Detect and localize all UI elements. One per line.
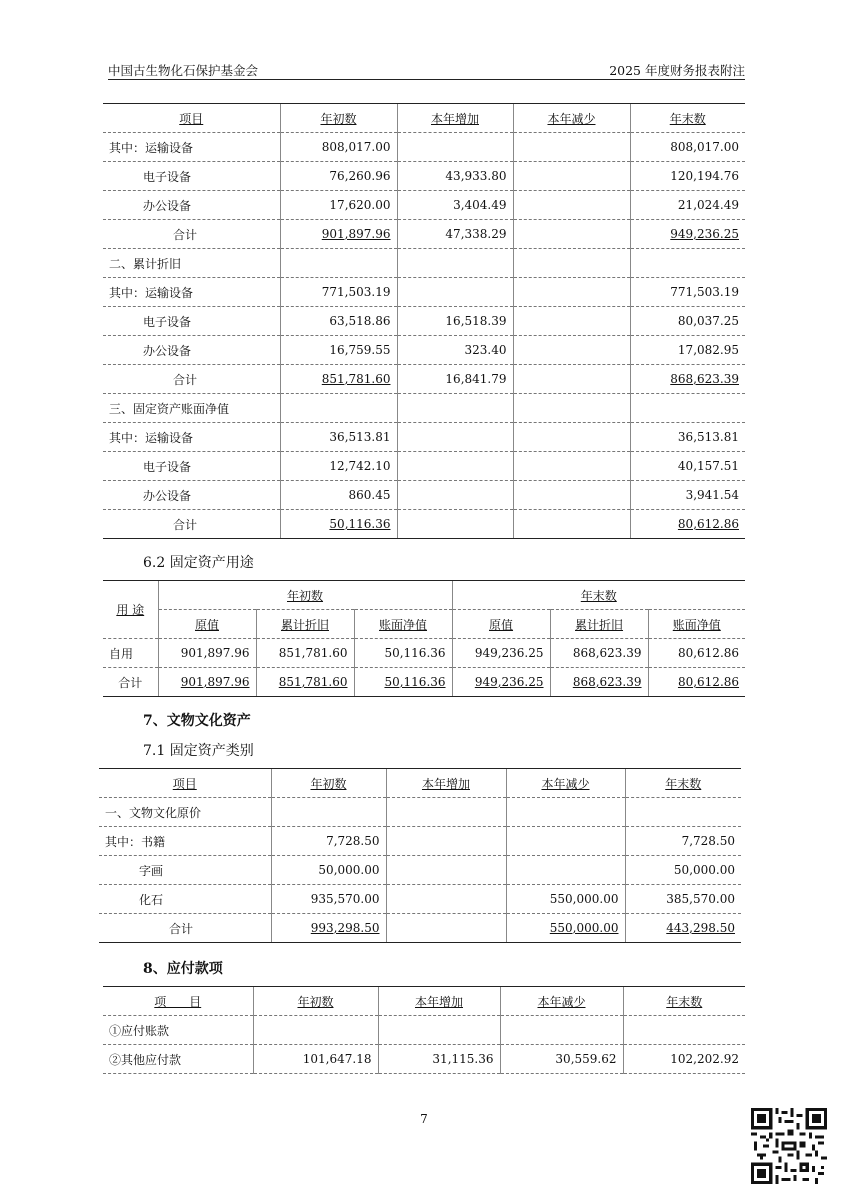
cell	[386, 885, 506, 914]
cell	[513, 481, 630, 510]
cell: 771,503.19	[280, 278, 397, 307]
cell: 40,157.51	[630, 452, 745, 481]
table-row	[103, 278, 745, 307]
table-row	[103, 639, 745, 668]
table-row	[103, 365, 745, 394]
cell: 31,115.36	[378, 1045, 500, 1074]
cell: 771,503.19	[630, 278, 745, 307]
col-header: 本年减少	[513, 104, 630, 133]
cultural-assets-table	[99, 768, 741, 943]
col-header: 项 目	[154, 994, 202, 1009]
row-label: 其中：运输设备	[103, 278, 280, 307]
cell: 993,298.50	[310, 921, 380, 935]
table-row	[103, 191, 745, 220]
cell: 16,759.55	[280, 336, 397, 365]
cell: 7,728.50	[625, 827, 741, 856]
cell: 101,647.18	[253, 1045, 378, 1074]
table-row	[103, 423, 745, 452]
cell: 3,941.54	[630, 481, 745, 510]
cell: 80,612.86	[677, 675, 740, 689]
cell: 16,518.39	[397, 307, 513, 336]
cell: 851,781.60	[256, 639, 354, 668]
cell	[623, 1016, 745, 1045]
cell	[253, 1016, 378, 1045]
cell	[513, 394, 630, 423]
cell	[397, 481, 513, 510]
row-label: 一、文物文化原价	[99, 798, 271, 827]
cell: 50,000.00	[271, 856, 386, 885]
table-header-row	[103, 104, 745, 133]
cell: 901,897.96	[158, 639, 256, 668]
cell: 63,518.86	[280, 307, 397, 336]
row-label: ②其他应付款	[103, 1045, 253, 1074]
cell: 21,024.49	[630, 191, 745, 220]
col-header: 年初数	[310, 776, 347, 791]
col-header: 累计折旧	[280, 617, 329, 632]
cell: 80,612.86	[648, 639, 745, 668]
table-subheader-row	[103, 610, 745, 639]
cell: 3,404.49	[397, 191, 513, 220]
table-row	[103, 162, 745, 191]
table-header-row	[99, 769, 741, 798]
cell: 36,513.81	[280, 423, 397, 452]
cell: 50,116.36	[329, 517, 391, 531]
row-label: 其中：书籍	[99, 827, 271, 856]
cell: 17,620.00	[280, 191, 397, 220]
col-header: 账面净值	[379, 617, 428, 632]
col-header: 年初数	[297, 994, 334, 1009]
qr-code-icon	[751, 1108, 827, 1184]
cell: 80,037.25	[630, 307, 745, 336]
cell	[513, 191, 630, 220]
col-header: 项目	[103, 104, 280, 133]
cell	[513, 365, 630, 394]
table-row	[99, 798, 741, 827]
row-label: 合计	[103, 510, 280, 539]
row-label: 三、固定资产账面净值	[103, 394, 280, 423]
row-label: 化石	[99, 885, 271, 914]
group-header: 年末数	[452, 581, 745, 610]
table-row	[99, 885, 741, 914]
cell	[386, 856, 506, 885]
table-row	[103, 336, 745, 365]
fixed-assets-usage-table	[103, 580, 745, 697]
cell: 80,612.86	[677, 517, 739, 531]
col-header: 累计折旧	[575, 617, 624, 632]
cell: 860.45	[280, 481, 397, 510]
table-row	[103, 1045, 745, 1074]
cell: 102,202.92	[623, 1045, 745, 1074]
cell: 385,570.00	[625, 885, 741, 914]
row-label: 办公设备	[103, 481, 280, 510]
use-header: 用 途	[103, 581, 158, 639]
section-8-title: 8、应付款项	[143, 961, 223, 977]
cell	[513, 423, 630, 452]
cell	[513, 133, 630, 162]
table-row	[103, 452, 745, 481]
table-row	[103, 510, 745, 539]
cell: 868,623.39	[572, 675, 642, 689]
cell: 36,513.81	[630, 423, 745, 452]
col-header: 原值	[194, 617, 219, 632]
col-header: 年末数	[665, 776, 702, 791]
cell: 50,000.00	[625, 856, 741, 885]
row-label: 合计	[103, 220, 280, 249]
row-label: 电子设备	[103, 452, 280, 481]
cell	[280, 394, 397, 423]
cell: 949,236.25	[452, 639, 550, 668]
page-number: 7	[420, 1112, 428, 1126]
section-7-1-title: 7.1 固定资产类别	[143, 743, 254, 759]
cell	[513, 162, 630, 191]
cell: 868,623.39	[670, 372, 739, 386]
row-label: 办公设备	[103, 191, 280, 220]
table-row	[99, 856, 741, 885]
cell	[397, 394, 513, 423]
cell	[397, 423, 513, 452]
table-row	[103, 668, 745, 697]
section-6-2-title: 6.2 固定资产用途	[143, 555, 254, 571]
cell	[513, 278, 630, 307]
group-header: 年初数	[158, 581, 452, 610]
cell: 868,623.39	[550, 639, 648, 668]
cell	[513, 510, 630, 539]
cell: 901,897.96	[321, 227, 391, 241]
cell	[513, 249, 630, 278]
row-label: 合计	[99, 914, 271, 943]
cell	[386, 798, 506, 827]
row-label: ①应付账款	[103, 1016, 253, 1045]
col-header: 账面净值	[672, 617, 721, 632]
cell: 50,116.36	[384, 675, 446, 689]
cell: 323.40	[397, 336, 513, 365]
table-row	[99, 827, 741, 856]
cell: 550,000.00	[506, 885, 625, 914]
cell	[500, 1016, 623, 1045]
row-label: 自用	[103, 639, 158, 668]
cell	[271, 798, 386, 827]
table-row	[103, 1016, 745, 1045]
row-label: 其中：运输设备	[103, 133, 280, 162]
table-row	[103, 133, 745, 162]
table-row	[99, 914, 741, 943]
cell	[513, 307, 630, 336]
cell	[378, 1016, 500, 1045]
col-header: 本年减少	[541, 776, 590, 791]
cell: 443,298.50	[666, 921, 735, 935]
table-row	[103, 394, 745, 423]
cell	[506, 856, 625, 885]
cell	[513, 336, 630, 365]
table-row	[103, 249, 745, 278]
cell	[625, 798, 741, 827]
cell	[513, 220, 630, 249]
cell	[630, 249, 745, 278]
col-header: 年初数	[280, 104, 397, 133]
table-header-row	[103, 987, 745, 1016]
cell: 76,260.96	[280, 162, 397, 191]
col-header: 本年增加	[397, 104, 513, 133]
cell: 550,000.00	[549, 921, 619, 935]
cell: 120,194.76	[630, 162, 745, 191]
cell: 935,570.00	[271, 885, 386, 914]
col-header: 项目	[172, 776, 197, 791]
col-header: 年末数	[630, 104, 745, 133]
cell: 50,116.36	[354, 639, 452, 668]
table-row	[103, 481, 745, 510]
row-label: 合计	[103, 668, 158, 697]
header-title: 2025 年度财务报表附注	[609, 63, 745, 78]
row-label: 字画	[99, 856, 271, 885]
cell: 7,728.50	[271, 827, 386, 856]
row-label: 办公设备	[103, 336, 280, 365]
cell: 949,236.25	[474, 675, 544, 689]
col-header: 年末数	[666, 994, 703, 1009]
col-header: 本年增加	[414, 994, 463, 1009]
row-label: 电子设备	[103, 307, 280, 336]
table-row	[103, 220, 745, 249]
cell	[397, 510, 513, 539]
cell: 12,742.10	[280, 452, 397, 481]
cell: 30,559.62	[500, 1045, 623, 1074]
page-header	[108, 61, 745, 80]
cell	[397, 452, 513, 481]
header-org: 中国古生物化石保护基金会	[108, 63, 259, 78]
row-label: 电子设备	[103, 162, 280, 191]
table-row	[103, 307, 745, 336]
col-header: 本年增加	[421, 776, 470, 791]
cell: 43,933.80	[397, 162, 513, 191]
cell	[506, 798, 625, 827]
row-label: 合计	[103, 365, 280, 394]
cell: 808,017.00	[280, 133, 397, 162]
cell	[630, 394, 745, 423]
col-header: 原值	[489, 617, 514, 632]
cell	[397, 249, 513, 278]
cell: 16,841.79	[397, 365, 513, 394]
cell: 47,338.29	[397, 220, 513, 249]
cell: 851,781.60	[278, 675, 348, 689]
cell	[280, 249, 397, 278]
cell: 808,017.00	[630, 133, 745, 162]
cell: 901,897.96	[180, 675, 250, 689]
cell: 17,082.95	[630, 336, 745, 365]
row-label: 二、累计折旧	[103, 249, 280, 278]
table-header-row	[103, 581, 745, 610]
payables-table	[103, 986, 745, 1074]
cell	[386, 827, 506, 856]
cell	[506, 827, 625, 856]
cell	[386, 914, 506, 943]
cell	[513, 452, 630, 481]
col-header: 本年减少	[537, 994, 586, 1009]
section-7-title: 7、文物文化资产	[143, 713, 251, 729]
cell	[397, 278, 513, 307]
fixed-assets-table	[103, 103, 745, 539]
row-label: 其中：运输设备	[103, 423, 280, 452]
cell: 949,236.25	[670, 227, 739, 241]
cell: 851,781.60	[321, 372, 391, 386]
cell	[397, 133, 513, 162]
